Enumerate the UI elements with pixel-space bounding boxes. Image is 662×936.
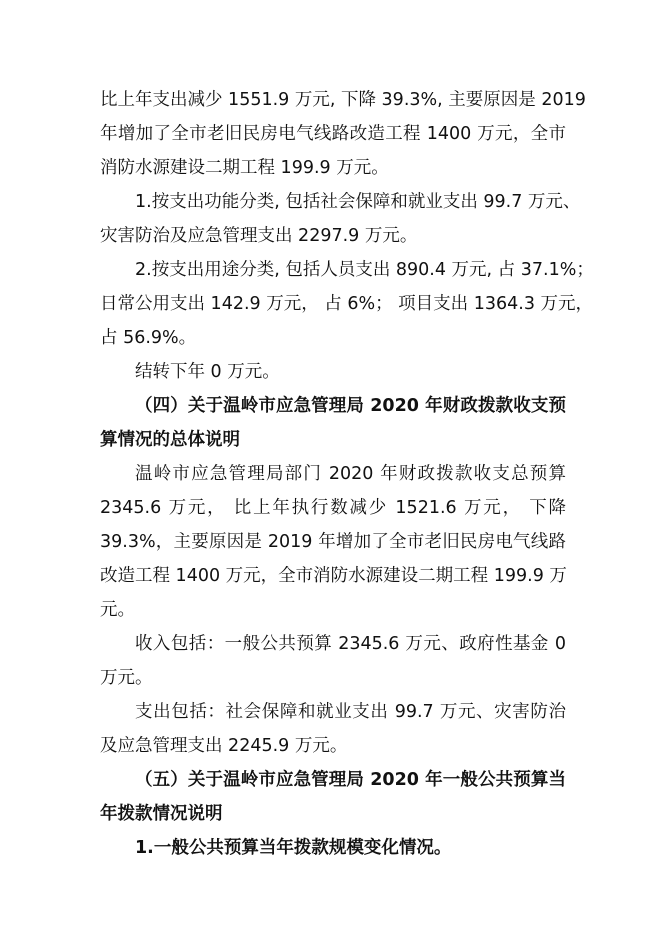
text-line: 支出包括：社会保障和就业支出 99.7 万元、灾害防治 (135, 702, 566, 722)
text-line: 日常公用支出 142.9 万元， 占 6%； 项目支出 1364.3 万元， (100, 294, 594, 314)
section-heading: （四）关于温岭市应急管理局 2020 年财政拨款收支预 (135, 396, 566, 416)
text-line: 占 56.9%。 (100, 328, 197, 348)
text-line: 收入包括：一般公共预算 2345.6 万元、政府性基金 0 (135, 634, 566, 654)
text-line: 及应急管理支出 2245.9 万元。 (100, 736, 348, 756)
text-line: 万元。 (100, 668, 153, 688)
text-line: 2345.6 万元， 比上年执行数减少 1521.6 万元， 下降 (100, 498, 566, 518)
section-heading: 年拨款情况说明 (100, 804, 223, 824)
section-heading: 算情况的总体说明 (100, 430, 240, 450)
text-line: 元。 (100, 600, 135, 620)
text-line: 消防水源建设二期工程 199.9 万元。 (100, 158, 389, 178)
text-line: 改造工程 1400 万元，全市消防水源建设二期工程 199.9 万 (100, 566, 567, 586)
text-line: 温岭市应急管理局部门 2020 年财政拨款收支总预算 (135, 464, 566, 484)
text-line: 39.3%，主要原因是 2019 年增加了全市老旧民房电气线路 (100, 532, 566, 552)
subsection-heading: 1.一般公共预算当年拨款规模变化情况。 (135, 838, 452, 858)
section-heading: （五）关于温岭市应急管理局 2020 年一般公共预算当 (135, 770, 566, 790)
text-line: 1.按支出功能分类, 包括社会保障和就业支出 99.7 万元、 (135, 192, 581, 212)
text-line: 年增加了全市老旧民房电气线路改造工程 1400 万元，全市 (100, 124, 566, 144)
text-line: 比上年支出减少 1551.9 万元, 下降 39.3%, 主要原因是 2019 (100, 90, 586, 110)
text-line: 结转下年 0 万元。 (135, 362, 280, 382)
text-line: 灾害防治及应急管理支出 2297.9 万元。 (100, 226, 418, 246)
text-line: 2.按支出用途分类, 包括人员支出 890.4 万元, 占 37.1%； (135, 260, 594, 280)
